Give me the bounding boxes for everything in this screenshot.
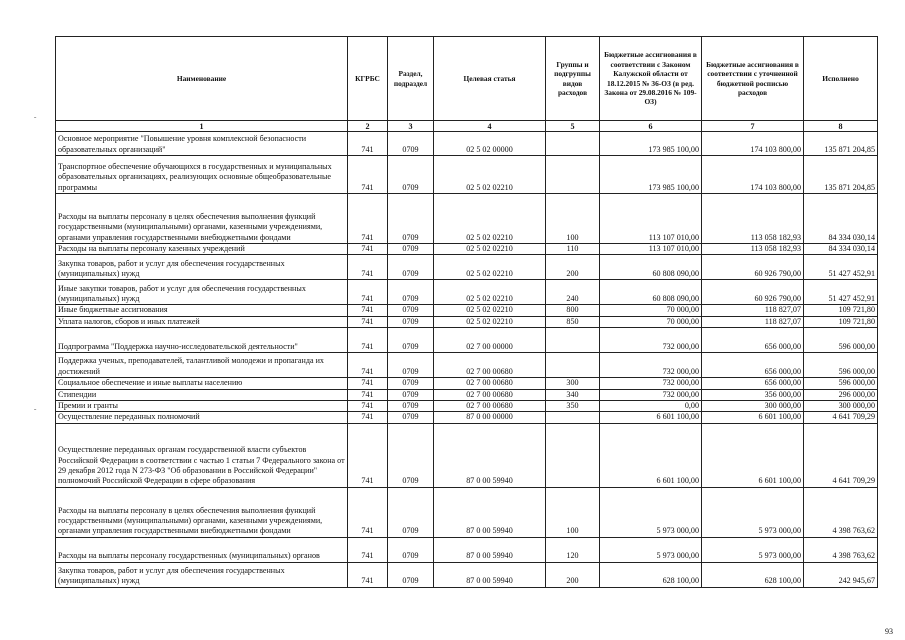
cell-target: 02 7 00 00000 — [434, 328, 546, 353]
cell-group: 300 — [546, 378, 600, 389]
cell-name: Расходы на выплаты персоналу государственных (муниципальных) органов — [56, 537, 348, 562]
margin-mark: ˇ — [34, 408, 37, 416]
cell-kgrbs: 741 — [348, 328, 388, 353]
table-row — [56, 316, 878, 327]
cell-kgrbs: 741 — [348, 132, 388, 156]
cell-kgrbs: 741 — [348, 156, 388, 194]
cell-group: 240 — [546, 280, 600, 305]
table-row — [56, 132, 878, 156]
cell-group — [546, 353, 600, 378]
cell-name: Расходы на выплаты персоналу в целях обеспечения выполнения функций государственными (муниципальными) органами, казенными учреждениями, органами управления государственными внебюджетными фондами — [56, 194, 348, 244]
cell-refined: 174 103 800,00 — [702, 132, 804, 156]
cell-section: 0709 — [388, 412, 434, 423]
cell-name: Уплата налогов, сборов и иных платежей — [56, 316, 348, 327]
cell-executed: 596 000,00 — [804, 328, 878, 353]
cell-section: 0709 — [388, 328, 434, 353]
cell-group: 350 — [546, 401, 600, 412]
cell-target: 02 5 02 02210 — [434, 244, 546, 255]
cell-section: 0709 — [388, 389, 434, 400]
table-row — [56, 156, 878, 194]
cell-executed: 109 721,80 — [804, 316, 878, 327]
cell-name: Закупка товаров, работ и услуг для обеспечения государственных (муниципальных) нужд — [56, 562, 348, 587]
cell-law: 60 808 090,00 — [600, 280, 702, 305]
header-refined: Бюджетные ассигнования в соответствии с уточненной бюджетной росписью расходов — [702, 37, 804, 121]
table-row — [56, 353, 878, 378]
cell-group: 200 — [546, 255, 600, 280]
cell-refined: 300 000,00 — [702, 401, 804, 412]
cell-kgrbs: 741 — [348, 389, 388, 400]
column-number: 4 — [434, 121, 546, 132]
header-groups: Группы и подгруппы видов расходов — [546, 37, 600, 121]
cell-name: Расходы на выплаты персоналу казенных учреждений — [56, 244, 348, 255]
cell-kgrbs: 741 — [348, 423, 388, 487]
header-target: Целевая статья — [434, 37, 546, 121]
cell-section: 0709 — [388, 562, 434, 587]
cell-name: Стипендии — [56, 389, 348, 400]
cell-law: 60 808 090,00 — [600, 255, 702, 280]
cell-target: 87 0 00 00000 — [434, 412, 546, 423]
cell-law: 173 985 100,00 — [600, 156, 702, 194]
cell-kgrbs: 741 — [348, 353, 388, 378]
cell-section: 0709 — [388, 255, 434, 280]
cell-refined: 656 000,00 — [702, 328, 804, 353]
cell-refined: 5 973 000,00 — [702, 487, 804, 537]
column-number: 3 — [388, 121, 434, 132]
cell-refined: 656 000,00 — [702, 378, 804, 389]
cell-refined: 60 926 790,00 — [702, 280, 804, 305]
cell-law: 6 601 100,00 — [600, 423, 702, 487]
cell-refined: 356 000,00 — [702, 389, 804, 400]
cell-target: 02 5 02 02210 — [434, 280, 546, 305]
cell-name: Транспортное обеспечение обучающихся в государственных и муниципальных образовательных организациях, реализующих основные общеобразовательные программы — [56, 156, 348, 194]
cell-section: 0709 — [388, 401, 434, 412]
cell-name: Подпрограмма "Поддержка научно-исследовательской деятельности" — [56, 328, 348, 353]
margin-mark: ˇ — [34, 116, 37, 124]
cell-kgrbs: 741 — [348, 401, 388, 412]
cell-refined: 118 827,07 — [702, 305, 804, 316]
cell-law: 628 100,00 — [600, 562, 702, 587]
cell-section: 0709 — [388, 378, 434, 389]
cell-target: 02 5 02 02210 — [434, 194, 546, 244]
cell-group: 340 — [546, 389, 600, 400]
cell-refined: 113 058 182,93 — [702, 194, 804, 244]
cell-section: 0709 — [388, 423, 434, 487]
cell-target: 87 0 00 59940 — [434, 562, 546, 587]
cell-target: 02 5 02 02210 — [434, 156, 546, 194]
column-number: 5 — [546, 121, 600, 132]
cell-executed: 296 000,00 — [804, 389, 878, 400]
cell-refined: 118 827,07 — [702, 316, 804, 327]
cell-law: 732 000,00 — [600, 328, 702, 353]
cell-group — [546, 132, 600, 156]
table-row — [56, 423, 878, 487]
cell-executed: 596 000,00 — [804, 378, 878, 389]
cell-section: 0709 — [388, 156, 434, 194]
cell-law: 732 000,00 — [600, 378, 702, 389]
cell-kgrbs: 741 — [348, 255, 388, 280]
cell-section: 0709 — [388, 244, 434, 255]
cell-executed: 135 871 204,85 — [804, 132, 878, 156]
cell-executed: 109 721,80 — [804, 305, 878, 316]
cell-executed: 135 871 204,85 — [804, 156, 878, 194]
cell-section: 0709 — [388, 353, 434, 378]
cell-name: Осуществление переданных органам государственной власти субъектов Российской Федерации в соответствии с частью 1 статьи 7 Федерального закона от 29 декабря 2012 года N 273-ФЗ "Об образовании в Российской Федерации" полномочий Российской Федерации в сфере образования — [56, 423, 348, 487]
cell-name: Расходы на выплаты персоналу в целях обеспечения выполнения функций государственными (муниципальными) органами, казенными учреждениями, органами управления государственными внебюджетными фондами — [56, 487, 348, 537]
cell-law: 732 000,00 — [600, 389, 702, 400]
cell-law: 5 973 000,00 — [600, 537, 702, 562]
cell-refined: 60 926 790,00 — [702, 255, 804, 280]
cell-executed: 51 427 452,91 — [804, 280, 878, 305]
cell-target: 02 5 02 02210 — [434, 316, 546, 327]
cell-name: Социальное обеспечение и иные выплаты населению — [56, 378, 348, 389]
cell-law: 70 000,00 — [600, 305, 702, 316]
cell-name: Закупка товаров, работ и услуг для обеспечения государственных (муниципальных) нужд — [56, 255, 348, 280]
cell-kgrbs: 741 — [348, 378, 388, 389]
cell-group — [546, 412, 600, 423]
table-row — [56, 328, 878, 353]
cell-executed: 4 641 709,29 — [804, 423, 878, 487]
cell-law: 113 107 010,00 — [600, 194, 702, 244]
cell-law: 70 000,00 — [600, 316, 702, 327]
header-executed: Исполнено — [804, 37, 878, 121]
table-header-row — [56, 37, 878, 121]
cell-executed: 300 000,00 — [804, 401, 878, 412]
cell-executed: 51 427 452,91 — [804, 255, 878, 280]
cell-kgrbs: 741 — [348, 537, 388, 562]
cell-name: Иные закупки товаров, работ и услуг для обеспечения государственных (муниципальных) нужд — [56, 280, 348, 305]
cell-refined: 113 058 182,93 — [702, 244, 804, 255]
cell-section: 0709 — [388, 487, 434, 537]
cell-law: 6 601 100,00 — [600, 412, 702, 423]
cell-executed: 84 334 030,14 — [804, 194, 878, 244]
table-row — [56, 562, 878, 587]
cell-kgrbs: 741 — [348, 244, 388, 255]
cell-name: Осуществление переданных полномочий — [56, 412, 348, 423]
cell-group: 800 — [546, 305, 600, 316]
cell-refined: 174 103 800,00 — [702, 156, 804, 194]
cell-group — [546, 423, 600, 487]
column-number: 8 — [804, 121, 878, 132]
header-law: Бюджетные ассигнования в соответствии с Законом Калужской области от 18.12.2015 № 36-ОЗ (в ред. Закона от 29.08.2016 № 109-ОЗ) — [600, 37, 702, 121]
cell-target: 02 7 00 00680 — [434, 353, 546, 378]
column-number: 1 — [56, 121, 348, 132]
cell-name: Премии и гранты — [56, 401, 348, 412]
cell-group — [546, 328, 600, 353]
cell-name: Поддержка ученых, преподавателей, талантливой молодежи и пропаганда их достижений — [56, 353, 348, 378]
cell-executed: 596 000,00 — [804, 353, 878, 378]
cell-executed: 4 641 709,29 — [804, 412, 878, 423]
cell-refined: 6 601 100,00 — [702, 412, 804, 423]
table-row — [56, 244, 878, 255]
cell-refined: 5 973 000,00 — [702, 537, 804, 562]
column-number: 2 — [348, 121, 388, 132]
cell-target: 02 7 00 00680 — [434, 401, 546, 412]
table-row — [56, 412, 878, 423]
cell-target: 87 0 00 59940 — [434, 537, 546, 562]
table-row — [56, 194, 878, 244]
table-row — [56, 537, 878, 562]
cell-section: 0709 — [388, 280, 434, 305]
table-row — [56, 280, 878, 305]
cell-group: 120 — [546, 537, 600, 562]
table-row — [56, 305, 878, 316]
cell-law: 173 985 100,00 — [600, 132, 702, 156]
cell-kgrbs: 741 — [348, 562, 388, 587]
cell-target: 02 5 02 02210 — [434, 255, 546, 280]
header-name: Наименование — [56, 37, 348, 121]
column-number-row — [56, 121, 878, 132]
column-number: 6 — [600, 121, 702, 132]
cell-target: 87 0 00 59940 — [434, 487, 546, 537]
cell-kgrbs: 741 — [348, 412, 388, 423]
cell-group — [546, 156, 600, 194]
cell-executed: 242 945,67 — [804, 562, 878, 587]
cell-kgrbs: 741 — [348, 305, 388, 316]
cell-target: 87 0 00 59940 — [434, 423, 546, 487]
cell-law: 732 000,00 — [600, 353, 702, 378]
budget-table — [55, 36, 878, 588]
cell-executed: 4 398 763,62 — [804, 537, 878, 562]
cell-target: 02 7 00 00680 — [434, 378, 546, 389]
cell-section: 0709 — [388, 132, 434, 156]
page-number: 93 — [885, 627, 893, 636]
table-row — [56, 401, 878, 412]
cell-refined: 628 100,00 — [702, 562, 804, 587]
table-row — [56, 487, 878, 537]
cell-law: 5 973 000,00 — [600, 487, 702, 537]
cell-name: Основное мероприятие "Повышение уровня комплексной безопасности образовательных организаций" — [56, 132, 348, 156]
header-kgrbs: КГРБС — [348, 37, 388, 121]
table-body — [56, 132, 878, 588]
table-row — [56, 255, 878, 280]
column-number: 7 — [702, 121, 804, 132]
cell-kgrbs: 741 — [348, 280, 388, 305]
cell-group: 200 — [546, 562, 600, 587]
table-row — [56, 378, 878, 389]
cell-section: 0709 — [388, 194, 434, 244]
cell-kgrbs: 741 — [348, 194, 388, 244]
cell-section: 0709 — [388, 537, 434, 562]
cell-kgrbs: 741 — [348, 316, 388, 327]
cell-group: 850 — [546, 316, 600, 327]
cell-group: 100 — [546, 194, 600, 244]
cell-section: 0709 — [388, 316, 434, 327]
cell-target: 02 5 02 00000 — [434, 132, 546, 156]
cell-refined: 6 601 100,00 — [702, 423, 804, 487]
cell-law: 113 107 010,00 — [600, 244, 702, 255]
table-row — [56, 389, 878, 400]
cell-target: 02 5 02 02210 — [434, 305, 546, 316]
cell-target: 02 7 00 00680 — [434, 389, 546, 400]
cell-executed: 84 334 030,14 — [804, 244, 878, 255]
cell-refined: 656 000,00 — [702, 353, 804, 378]
cell-group: 100 — [546, 487, 600, 537]
cell-name: Иные бюджетные ассигнования — [56, 305, 348, 316]
header-section: Раздел, подраздел — [388, 37, 434, 121]
cell-group: 110 — [546, 244, 600, 255]
cell-executed: 4 398 763,62 — [804, 487, 878, 537]
cell-law: 0,00 — [600, 401, 702, 412]
cell-section: 0709 — [388, 305, 434, 316]
cell-kgrbs: 741 — [348, 487, 388, 537]
